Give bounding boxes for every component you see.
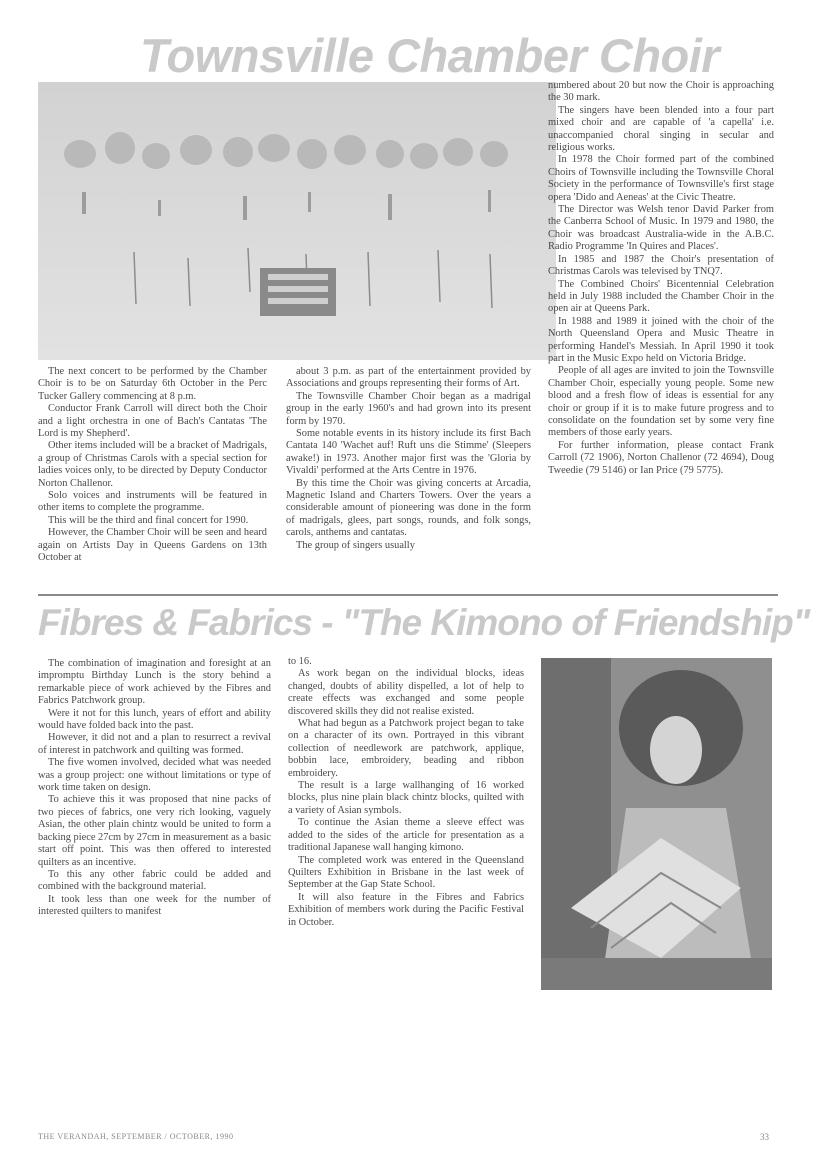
article-title: Townsville Chamber Choir <box>140 29 720 82</box>
paragraph: The result is a large wallhanging of 16 worked blocks, plus nine plain black chintz blocks, quilted with a variety of Asian symbols. <box>288 780 524 816</box>
paragraph: The combination of imagination and foresight at an impromptu Birthday Lunch is the story behind a remarkable piece of work achieved by the Fibres and Fabrics Patchwork group. <box>38 658 271 707</box>
paragraph: However, it did not and a plan to resurrect a revival of interest in patchwork and quilting was formed. <box>38 732 271 756</box>
article2-column-1 <box>38 658 271 919</box>
paragraph: The next concert to be performed by the Chamber Choir is to be on Saturday 6th October in the Perc Tucker Gallery commencing at 8 p.m. <box>38 366 267 402</box>
paragraph: to 16. <box>288 656 312 667</box>
paragraph: The Combined Choirs' Bicentennial Celebration held in July 1988 included the Chamber Choir in the open air at Queens Park. <box>548 278 774 315</box>
section-divider <box>38 594 778 596</box>
paragraph: However, the Chamber Choir will be seen and heard again on Artists Day in Queens Gardens on 13th October at <box>38 527 267 564</box>
paragraph: The completed work was entered in the Queensland Quilters Exhibition in Brisbane in the last week of September at the Gap State School. <box>288 854 524 891</box>
page-number: 33 <box>760 1132 769 1142</box>
paragraph: For further information, please contact Frank Carroll (72 1906), Norton Challenor (72 4694), Doug Tweedie (79 5146) or Ian Price (79 5775). <box>548 439 774 476</box>
paragraph: Were it not for this lunch, years of effort and ability would have folded back into the past. <box>38 707 271 732</box>
paragraph: The Director was Welsh tenor David Parker from the Canberra School of Music. In 1979 and 1980, the Choir was broadcast Australia-wide in the A.B.C. Radio Programme 'In Quires and Places'. <box>548 204 774 253</box>
paragraph: To continue the Asian theme a sleeve effect was added to the sides of the article for presentation as a traditional Japanese wall hanging kimono. <box>288 817 524 854</box>
paragraph: To this any other fabric could be added and combined with the background material. <box>38 868 271 893</box>
paragraph: By this time the Choir was giving concerts at Arcadia, Magnetic Island and Charters Towers. Over the years a considerable amount of pioneering was done in the form of madrigals, glees, part songs, rounds, and folk songs, carols, anthems and cantatas. <box>286 477 531 539</box>
paragraph: As work began on the individual blocks, ideas changed, doubts of ability dispelled, a lot of help to create effects was exchanged and some people discovered skills they did not realise existed. <box>288 668 524 717</box>
paragraph: In 1985 and 1987 the Choir's presentation of Christmas Carols was televised by TNQ7. <box>548 253 774 278</box>
paragraph: It took less than one week for the number of interested quilters to manifest <box>38 893 271 918</box>
paragraph: The singers have been blended into a four part mixed choir and are capable of 'a capella' i.e. unaccompanied choral singing in secular and religious works. <box>548 104 774 154</box>
publication-footer: THE VERANDAH, SEPTEMBER / OCTOBER, 1990 <box>38 1132 234 1141</box>
paragraph: It will also feature in the Fibres and Fabrics Exhibition of members work during the Pacific Festival in October. <box>288 891 524 928</box>
paragraph: The Townsville Chamber Choir began as a madrigal group in the early 1960's and had grown into its present form by 1970. <box>286 390 531 427</box>
article1-column-3 <box>548 80 774 477</box>
article2-column-2 <box>288 656 524 929</box>
article-title: Fibres & Fabrics - "The Kimono of Friendship" <box>38 602 810 643</box>
paragraph: To achieve this it was proposed that nine packs of two pieces of fabrics, one very rich looking, vaguely Asian, the other plain chintz would be united to form a backing piece 27cm by 27cm in measurement as a basic start off point. This was then offered to interested quilters as an incentive. <box>38 794 271 868</box>
paragraph: Solo voices and instruments will be featured in other items to complete the programme. <box>38 490 267 514</box>
paragraph: The group of singers usually <box>296 539 415 551</box>
article1-column-1 <box>38 366 267 565</box>
paragraph: Some notable events in its history include its first Bach Cantata 140 'Wachet auf! Ruft uns die Stimme' (Sleepers awake!) in 1973. Another major first was the 'Gloria by Vivaldi' performed at the Arts Centre in 1976. <box>286 428 531 477</box>
paragraph: Other items included will be a bracket of Madrigals, a group of Christmas Carols with a special section for ladies voices only, to be directed by Deputy Conductor Norton Challenor. <box>38 440 267 489</box>
paragraph: This will be the third and final concert for 1990. <box>48 514 249 526</box>
paragraph: Conductor Frank Carroll will direct both the Choir and a light orchestra in one of Bach's Cantatas 'The Lord is my Shepherd'. <box>38 403 267 440</box>
choir-photo <box>38 82 556 360</box>
paragraph: numbered about 20 but now the Choir is approaching the 30 mark. <box>548 80 774 104</box>
paragraph: In 1988 and 1989 it joined with the choir of the North Queensland Opera and Music Theatre in performing Handel's Messiah. In April 1990 it took part in the Music Expo held on Victoria Bridge. <box>548 315 774 364</box>
paragraph: What had begun as a Patchwork project began to take on a character of its own. Portrayed in this vibrant collection of needlework are patchwork, applique, bobbin lace, embroidery, beading and ribbon embroidery. <box>288 718 524 779</box>
paragraph: In 1978 the Choir formed part of the combined Choirs of Townsville including the Townsville Choral Society in the performance of Townsville's first stage opera 'Dido and Aeneas' at the Civic Theatre. <box>548 154 774 203</box>
paragraph: People of all ages are invited to join the Townsville Chamber Choir, especially young people. Some new blood and a fresh flow of ideas is essential for any choir or group if it is to make future progress and to consolidate on the foundation set by some very fine members of those early years. <box>548 365 774 439</box>
kimono-photo <box>541 658 772 990</box>
article1-column-2 <box>286 366 531 552</box>
paragraph: about 3 p.m. as part of the entertainment provided by Associations and groups representing their forms of Art. <box>286 366 531 390</box>
paragraph: The five women involved, decided what was needed was a group project: one without limitations or type of work time taken on design. <box>38 757 271 794</box>
